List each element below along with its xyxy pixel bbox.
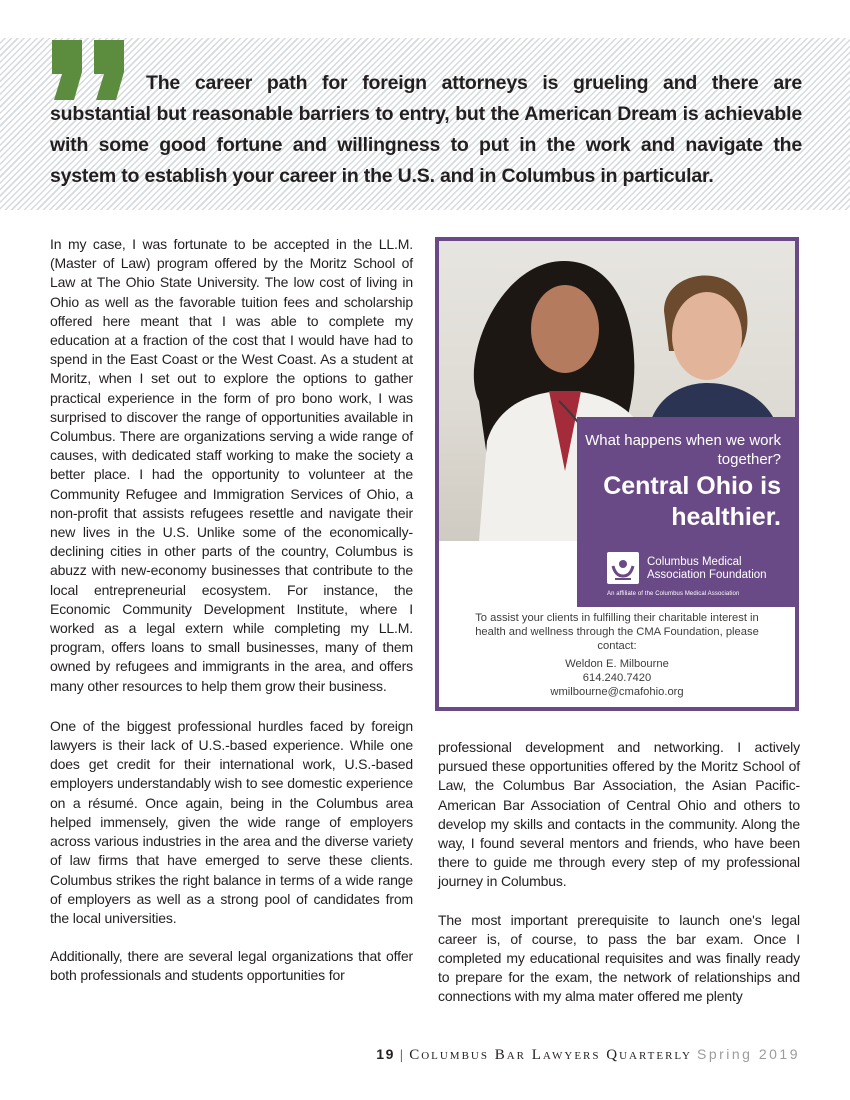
ad-info-text: To assist your clients in fulfilling their charitable interest in health and wellness through the CMA Foundation, please contact: <box>475 612 759 652</box>
article-paragraph: One of the biggest professional hurdles faced by foreign lawyers is their lack of U.S.-based experience. While one does get credit for their international work, U.S.-based employers understandably wish to see domestic experience on a résumé. Once again, being in the Columbus area helped immensely, given the wide range of employers across various industries in the area and the diverse variety of law firms that have emerged to serve these clients. Columbus strikes the right balance in terms of a wide range of employers as well as a strong pool of candidates from the local universities. <box>50 717 413 926</box>
magazine-title: Columbus Bar Lawyers Quarterly <box>409 1047 692 1063</box>
page-footer <box>0 1046 800 1064</box>
ad-purple-panel <box>577 417 795 607</box>
ad-headline: Central Ohio is healthier. <box>603 472 781 531</box>
pull-quote-text: The career path for foreign attorneys is grueling and there are substantial but reasonable barriers to entry, but the American Dream is achievable with some good fortune and willingness to put in the work and navigate the system to establish your career in the U.S. and in Columbus in particular. <box>50 72 802 187</box>
article-paragraph: Additionally, there are several legal organizations that offer both professionals and students opportunities for <box>50 948 413 984</box>
cma-foundation-logo-icon <box>607 552 639 584</box>
ad-contact-email[interactable]: wmilbourne@cmafohio.org <box>550 686 684 698</box>
ad-affiliate-line: An affiliate of the Columbus Medical Association <box>607 591 740 597</box>
article-paragraph: In my case, I was fortunate to be accepted in the LL.M. (Master of Law) program offered by the Moritz School of Law at The Ohio State University. The low cost of living in Ohio as well as the favorable tuition fees and scholarship offered here meant that I was able to complete my education at a fraction of the cost that I would have had to spend in the East Coast or the West Coast. As a student at Moritz, when I set out to explore the options to gather practical experience in the form of pro bono work, I was surprised to discover the range of opportunities available in Columbus. There are organizations serving a wide range of causes, with dedicated staff working to make the society a better place. I had the opportunity to volunteer at the Community Refugee and Immigration Services of Ohio, a non-profit that assists refugees resettle and navigate their new lives in the U.S. Unlike some of the economically-declining cities in other parts of the country, Columbus is abuzz with new-economy businesses that contribute to the local entrepreneurial ecosystem. For instance, the Economic Community Development Institute, where I worked as a legal extern while completing my LL.M. program, offers loans to small businesses, many of them owned by refugees and immigrants in the area, and offers many other resources to help them grow their business. <box>50 236 413 694</box>
article-paragraph: professional development and networking. I actively pursued these opportunities offered by the Moritz School of Law, the Columbus Bar Association, the Asian Pacific-American Bar Association of Central Ohio and others to develop my skills and contacts in the community. Along the way, I found several mentors and friends, who have been there to guide me through every step of my professional journey in Columbus. <box>438 739 800 890</box>
ad-contact-phone: 614.240.7420 <box>582 672 652 684</box>
article-paragraph: The most important prerequisite to launch one's legal career is, of course, to pass the bar exam. Once I completed my educational requisites and was finally ready to prepare for the exam, the network of relationships and connections with my alma mater offered me plenty <box>438 911 800 1005</box>
article-column-right <box>438 738 800 1007</box>
article-column-left <box>50 235 413 986</box>
ad-contact-name: Weldon E. Milbourne <box>565 658 669 670</box>
footer-separator: | <box>399 1048 405 1063</box>
page-number: 19 <box>376 1046 395 1062</box>
cma-foundation-advertisement <box>435 237 799 711</box>
ad-organization-name: Columbus Medical Association Foundation <box>647 556 767 581</box>
ad-contact-info <box>439 611 795 699</box>
issue-season: Spring 2019 <box>696 1046 800 1062</box>
ad-question: What happens when we work together? <box>585 432 781 468</box>
